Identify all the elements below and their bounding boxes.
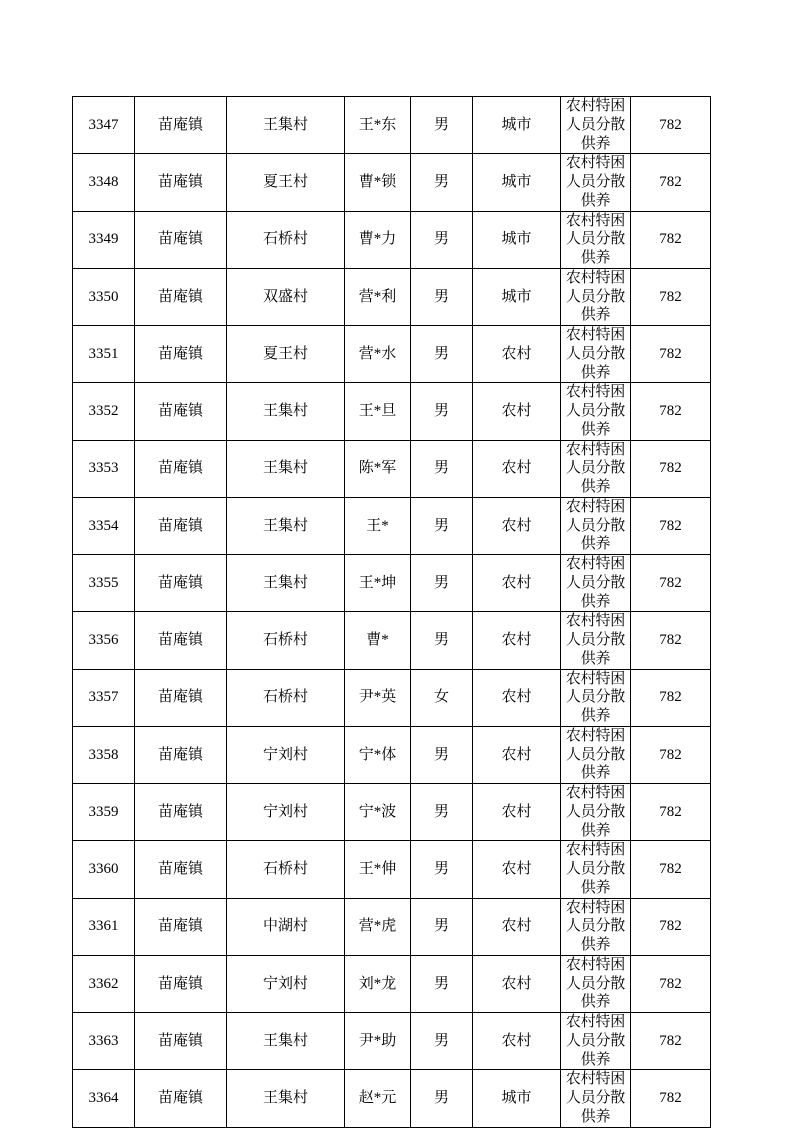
cell-town: 苗庵镇 xyxy=(135,612,227,669)
cell-town: 苗庵镇 xyxy=(135,841,227,898)
cell-aid-category: 农村特困人员分散供养 xyxy=(561,497,631,554)
cell-gender: 男 xyxy=(411,726,473,783)
cell-gender: 男 xyxy=(411,555,473,612)
cell-amount: 782 xyxy=(631,268,711,325)
cell-household-type: 农村 xyxy=(473,326,561,383)
cell-aid-category: 农村特困人员分散供养 xyxy=(561,211,631,268)
cell-town: 苗庵镇 xyxy=(135,440,227,497)
cell-village: 石桥村 xyxy=(227,669,345,726)
cell-household-type: 城市 xyxy=(473,211,561,268)
cell-aid-category: 农村特困人员分散供养 xyxy=(561,440,631,497)
cell-household-type: 城市 xyxy=(473,1070,561,1127)
cell-household-type: 农村 xyxy=(473,497,561,554)
cell-aid-category: 农村特困人员分散供养 xyxy=(561,898,631,955)
cell-name: 陈*军 xyxy=(345,440,411,497)
table-row xyxy=(73,784,711,841)
cell-amount: 782 xyxy=(631,841,711,898)
cell-sequence: 3351 xyxy=(73,326,135,383)
cell-household-type: 农村 xyxy=(473,440,561,497)
cell-town: 苗庵镇 xyxy=(135,669,227,726)
cell-amount: 782 xyxy=(631,726,711,783)
cell-sequence: 3357 xyxy=(73,669,135,726)
cell-aid-category: 农村特困人员分散供养 xyxy=(561,326,631,383)
cell-sequence: 3350 xyxy=(73,268,135,325)
cell-gender: 男 xyxy=(411,497,473,554)
cell-village: 石桥村 xyxy=(227,211,345,268)
cell-aid-category: 农村特困人员分散供养 xyxy=(561,1013,631,1070)
cell-amount: 782 xyxy=(631,97,711,154)
cell-amount: 782 xyxy=(631,383,711,440)
cell-amount: 782 xyxy=(631,555,711,612)
cell-name: 王*旦 xyxy=(345,383,411,440)
cell-sequence: 3347 xyxy=(73,97,135,154)
cell-sequence: 3348 xyxy=(73,154,135,211)
cell-town: 苗庵镇 xyxy=(135,497,227,554)
cell-town: 苗庵镇 xyxy=(135,97,227,154)
cell-town: 苗庵镇 xyxy=(135,326,227,383)
cell-name: 王*伸 xyxy=(345,841,411,898)
cell-household-type: 农村 xyxy=(473,669,561,726)
cell-name: 营*虎 xyxy=(345,898,411,955)
table-row xyxy=(73,268,711,325)
table-row xyxy=(73,612,711,669)
cell-sequence: 3349 xyxy=(73,211,135,268)
cell-village: 石桥村 xyxy=(227,841,345,898)
cell-sequence: 3356 xyxy=(73,612,135,669)
cell-name: 曹*力 xyxy=(345,211,411,268)
cell-town: 苗庵镇 xyxy=(135,555,227,612)
cell-household-type: 农村 xyxy=(473,612,561,669)
cell-town: 苗庵镇 xyxy=(135,955,227,1012)
cell-amount: 782 xyxy=(631,497,711,554)
cell-household-type: 城市 xyxy=(473,268,561,325)
table-row xyxy=(73,383,711,440)
cell-aid-category: 农村特困人员分散供养 xyxy=(561,612,631,669)
cell-gender: 女 xyxy=(411,669,473,726)
cell-village: 夏王村 xyxy=(227,154,345,211)
cell-village: 王集村 xyxy=(227,1013,345,1070)
table-row xyxy=(73,726,711,783)
beneficiary-table xyxy=(72,96,711,1128)
table-row xyxy=(73,497,711,554)
cell-village: 王集村 xyxy=(227,497,345,554)
cell-household-type: 农村 xyxy=(473,555,561,612)
table-row xyxy=(73,1070,711,1127)
cell-household-type: 农村 xyxy=(473,784,561,841)
cell-sequence: 3362 xyxy=(73,955,135,1012)
table-row xyxy=(73,841,711,898)
cell-name: 营*水 xyxy=(345,326,411,383)
cell-gender: 男 xyxy=(411,97,473,154)
cell-village: 石桥村 xyxy=(227,612,345,669)
table-row xyxy=(73,1013,711,1070)
cell-amount: 782 xyxy=(631,1070,711,1127)
cell-sequence: 3363 xyxy=(73,1013,135,1070)
cell-gender: 男 xyxy=(411,1070,473,1127)
cell-gender: 男 xyxy=(411,784,473,841)
cell-household-type: 城市 xyxy=(473,97,561,154)
cell-household-type: 农村 xyxy=(473,1013,561,1070)
table-row xyxy=(73,555,711,612)
cell-amount: 782 xyxy=(631,326,711,383)
cell-amount: 782 xyxy=(631,154,711,211)
cell-aid-category: 农村特困人员分散供养 xyxy=(561,555,631,612)
cell-sequence: 3353 xyxy=(73,440,135,497)
cell-household-type: 农村 xyxy=(473,955,561,1012)
cell-aid-category: 农村特困人员分散供养 xyxy=(561,97,631,154)
cell-town: 苗庵镇 xyxy=(135,726,227,783)
cell-town: 苗庵镇 xyxy=(135,898,227,955)
cell-name: 宁*波 xyxy=(345,784,411,841)
cell-sequence: 3358 xyxy=(73,726,135,783)
cell-name: 王* xyxy=(345,497,411,554)
cell-sequence: 3364 xyxy=(73,1070,135,1127)
cell-name: 曹*锁 xyxy=(345,154,411,211)
cell-gender: 男 xyxy=(411,383,473,440)
cell-gender: 男 xyxy=(411,326,473,383)
cell-town: 苗庵镇 xyxy=(135,154,227,211)
cell-name: 刘*龙 xyxy=(345,955,411,1012)
table-row xyxy=(73,154,711,211)
cell-village: 王集村 xyxy=(227,440,345,497)
cell-name: 赵*元 xyxy=(345,1070,411,1127)
cell-sequence: 3352 xyxy=(73,383,135,440)
table-body xyxy=(73,97,711,1128)
cell-aid-category: 农村特困人员分散供养 xyxy=(561,841,631,898)
cell-gender: 男 xyxy=(411,612,473,669)
table-container xyxy=(72,96,710,1128)
cell-gender: 男 xyxy=(411,898,473,955)
table-row xyxy=(73,211,711,268)
cell-amount: 782 xyxy=(631,440,711,497)
cell-household-type: 农村 xyxy=(473,383,561,440)
cell-aid-category: 农村特困人员分散供养 xyxy=(561,784,631,841)
cell-gender: 男 xyxy=(411,154,473,211)
cell-amount: 782 xyxy=(631,669,711,726)
cell-household-type: 农村 xyxy=(473,898,561,955)
cell-gender: 男 xyxy=(411,440,473,497)
cell-town: 苗庵镇 xyxy=(135,1013,227,1070)
cell-gender: 男 xyxy=(411,841,473,898)
cell-amount: 782 xyxy=(631,784,711,841)
cell-name: 王*坤 xyxy=(345,555,411,612)
cell-gender: 男 xyxy=(411,955,473,1012)
cell-household-type: 农村 xyxy=(473,726,561,783)
cell-name: 营*利 xyxy=(345,268,411,325)
cell-village: 中湖村 xyxy=(227,898,345,955)
cell-village: 王集村 xyxy=(227,97,345,154)
cell-amount: 782 xyxy=(631,955,711,1012)
cell-sequence: 3360 xyxy=(73,841,135,898)
cell-village: 王集村 xyxy=(227,555,345,612)
cell-aid-category: 农村特困人员分散供养 xyxy=(561,955,631,1012)
cell-sequence: 3359 xyxy=(73,784,135,841)
cell-village: 王集村 xyxy=(227,383,345,440)
cell-village: 宁刘村 xyxy=(227,955,345,1012)
cell-aid-category: 农村特困人员分散供养 xyxy=(561,1070,631,1127)
table-row xyxy=(73,898,711,955)
table-row xyxy=(73,440,711,497)
cell-name: 尹*英 xyxy=(345,669,411,726)
cell-aid-category: 农村特困人员分散供养 xyxy=(561,726,631,783)
cell-name: 宁*体 xyxy=(345,726,411,783)
cell-sequence: 3354 xyxy=(73,497,135,554)
cell-village: 双盛村 xyxy=(227,268,345,325)
cell-name: 尹*助 xyxy=(345,1013,411,1070)
table-row xyxy=(73,326,711,383)
cell-amount: 782 xyxy=(631,898,711,955)
cell-aid-category: 农村特困人员分散供养 xyxy=(561,383,631,440)
cell-town: 苗庵镇 xyxy=(135,211,227,268)
cell-town: 苗庵镇 xyxy=(135,1070,227,1127)
table-row xyxy=(73,669,711,726)
cell-aid-category: 农村特困人员分散供养 xyxy=(561,154,631,211)
cell-village: 王集村 xyxy=(227,1070,345,1127)
cell-town: 苗庵镇 xyxy=(135,784,227,841)
cell-sequence: 3355 xyxy=(73,555,135,612)
cell-gender: 男 xyxy=(411,268,473,325)
cell-sequence: 3361 xyxy=(73,898,135,955)
cell-name: 王*东 xyxy=(345,97,411,154)
cell-amount: 782 xyxy=(631,211,711,268)
cell-aid-category: 农村特困人员分散供养 xyxy=(561,268,631,325)
cell-village: 夏王村 xyxy=(227,326,345,383)
cell-amount: 782 xyxy=(631,1013,711,1070)
cell-gender: 男 xyxy=(411,211,473,268)
cell-amount: 782 xyxy=(631,612,711,669)
table-row xyxy=(73,955,711,1012)
table-row xyxy=(73,97,711,154)
cell-village: 宁刘村 xyxy=(227,784,345,841)
cell-name: 曹* xyxy=(345,612,411,669)
cell-town: 苗庵镇 xyxy=(135,383,227,440)
cell-household-type: 农村 xyxy=(473,841,561,898)
cell-household-type: 城市 xyxy=(473,154,561,211)
cell-town: 苗庵镇 xyxy=(135,268,227,325)
cell-village: 宁刘村 xyxy=(227,726,345,783)
cell-aid-category: 农村特困人员分散供养 xyxy=(561,669,631,726)
cell-gender: 男 xyxy=(411,1013,473,1070)
